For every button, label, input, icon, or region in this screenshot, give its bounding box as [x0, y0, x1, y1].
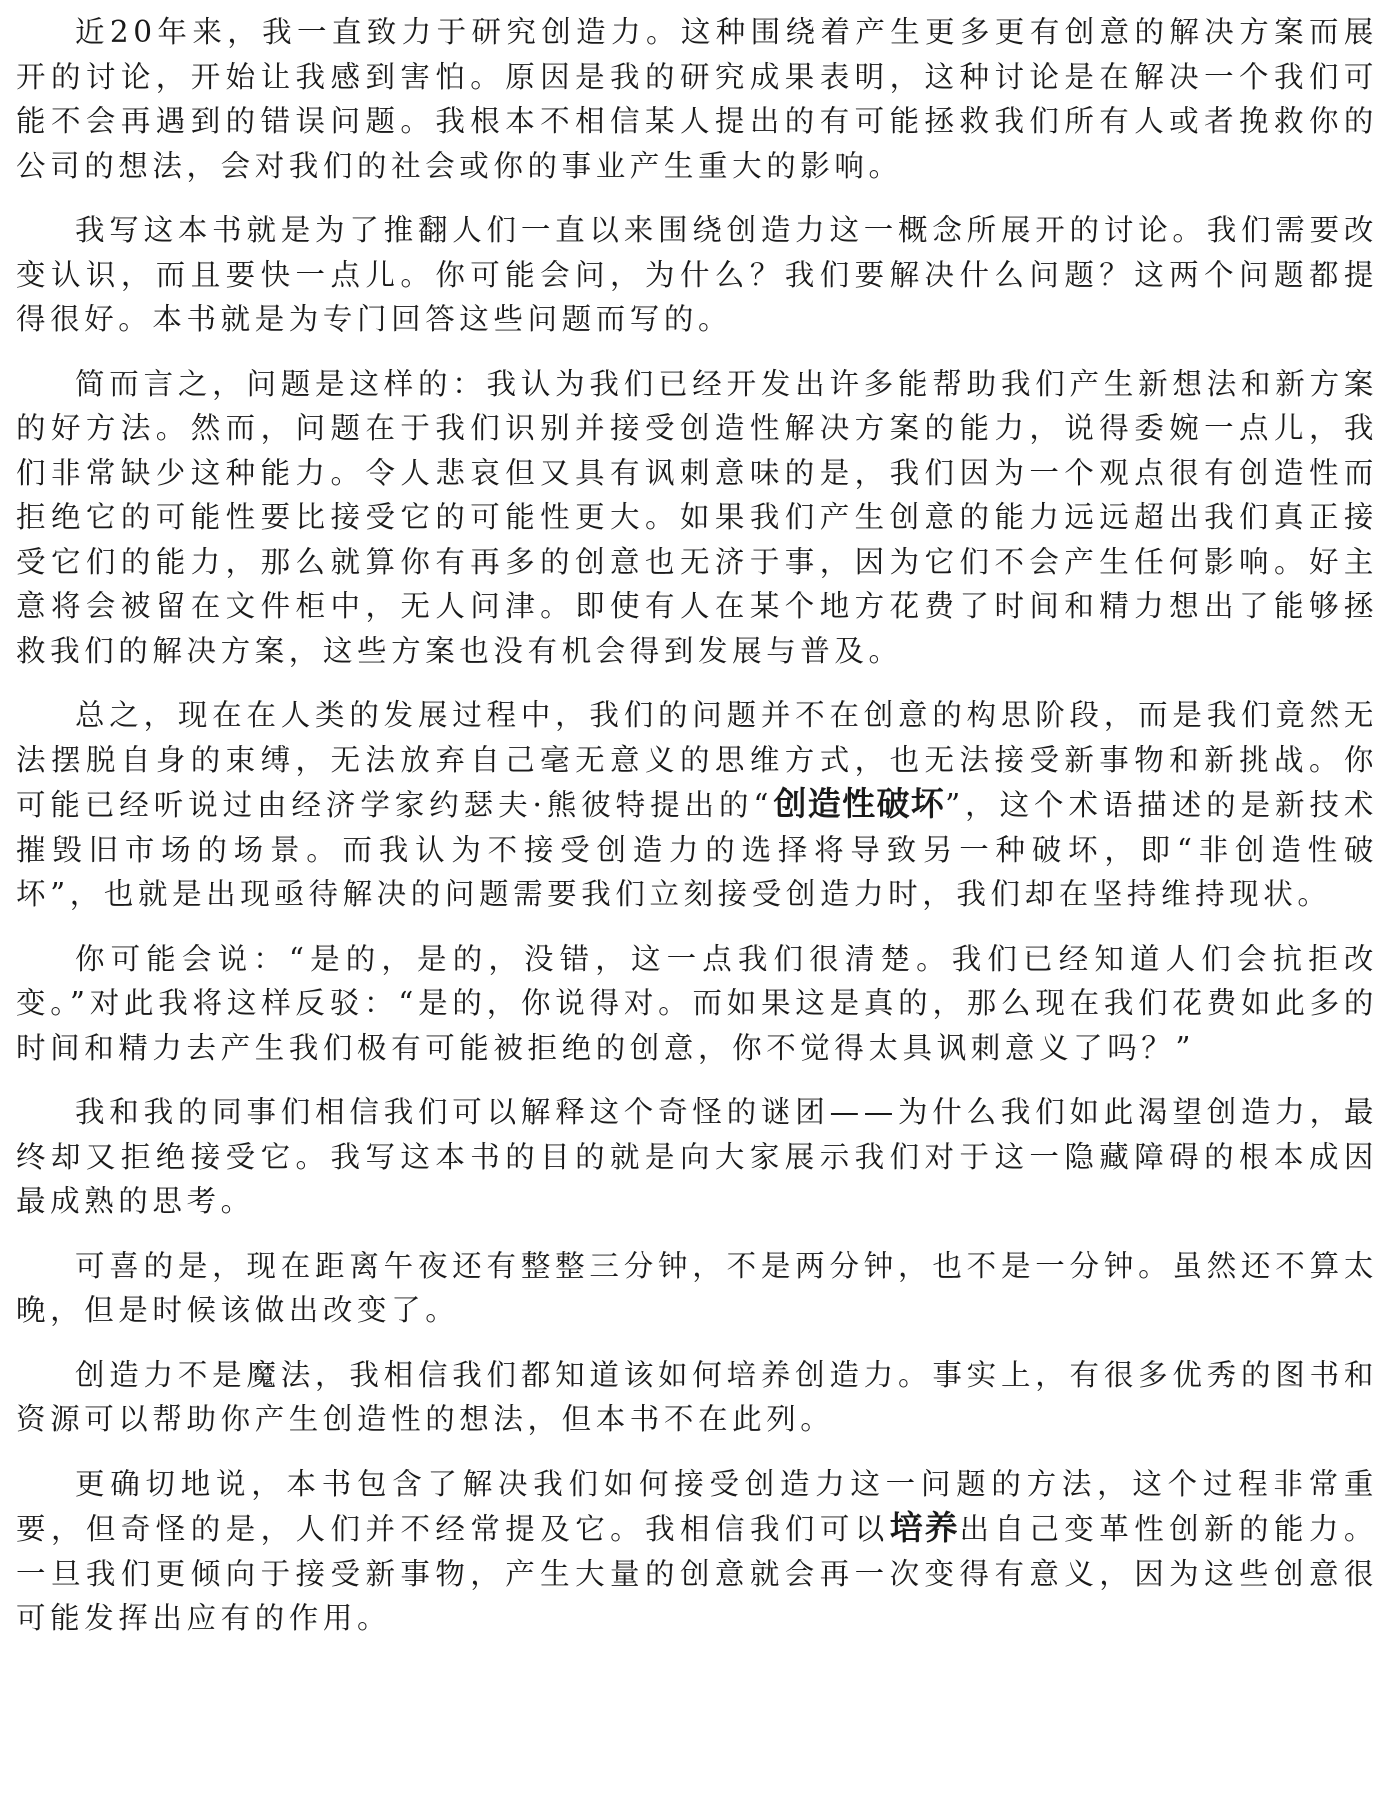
- emphasized-term: 创造性破坏: [773, 784, 946, 823]
- paragraph: 我写这本书就是为了推翻人们一直以来围绕创造力这一概念所展开的讨论。我们需要改变认识，而且要快一点儿。你可能会问，为什么？我们要解决什么问题？这两个问题都提得很好。本书就是为专门回答这些问题而写的。: [16, 213, 1378, 336]
- paragraph: [16, 1462, 1378, 1641]
- paragraph-text: 更确切地说，本书包含了解决我们如何接受创造力这一问题的方法，这个过程非常重要，但奇怪的是，人们并不经常提及它。我相信我们可以: [16, 1466, 1378, 1546]
- paragraph: 简而言之，问题是这样的：我认为我们已经开发出许多能帮助我们产生新想法和新方案的好方法。然而，问题在于我们识别并接受创造性解决方案的能力，说得委婉一点儿，我们非常缺少这种能力。令人悲哀但又具有讽刺意味的是，我们因为一个观点很有创造性而拒绝它的可能性要比接受它的可能性更大。如果我们产生创意的能力远远超出我们真正接受它们的能力，那么就算你有再多的创意也无济于事，因为它们不会产生任何影响。好主意将会被留在文件柜中，无人问津。即使有人在某个地方花费了时间和精力想出了能够拯救我们的解决方案，这些方案也没有机会得到发展与普及。: [16, 366, 1378, 668]
- paragraph-text: 出自己变革性创新的能力。一旦我们更倾向于接受新事物，产生大量的创意就会再一次变得有意义，因为这些创意很可能发挥出应有的作用。: [16, 1512, 1378, 1635]
- paragraph-text: 总之，现在在人类的发展过程中，我们的问题并不在创意的构思阶段，而是我们竟然无法摆脱自身的束缚，无法放弃自己毫无意义的思维方式，也无法接受新事物和新挑战。你可能已经听说过由经济学家约瑟夫·熊彼特提出的“: [16, 698, 1378, 822]
- emphasized-term: 培养: [889, 1508, 960, 1547]
- paragraph: 我和我的同事们相信我们可以解释这个奇怪的谜团——为什么我们如此渴望创造力，最终却又拒绝接受它。我写这本书的目的就是向大家展示我们对于这一隐藏障碍的根本成因最成熟的思考。: [16, 1095, 1378, 1218]
- paragraph: 创造力不是魔法，我相信我们都知道该如何培养创造力。事实上，有很多优秀的图书和资源可以帮助你产生创造性的想法，但本书不在此列。: [16, 1357, 1378, 1436]
- document-page: [16, 0, 1378, 1800]
- paragraph: 可喜的是，现在距离午夜还有整整三分钟，不是两分钟，也不是一分钟。虽然还不算太晚，但是时候该做出改变了。: [16, 1248, 1378, 1327]
- paragraph: 近20年来，我一直致力于研究创造力。这种围绕着产生更多更有创意的解决方案而展开的讨论，开始让我感到害怕。原因是我的研究成果表明，这种讨论是在解决一个我们可能不会再遇到的错误问题。我根本不相信某人提出的有可能拯救我们所有人或者挽救你的公司的想法，会对我们的社会或你的事业产生重大的影响。: [16, 15, 1378, 183]
- paragraph: 你可能会说：“是的，是的，没错，这一点我们很清楚。我们已经知道人们会抗拒改变。”对此我将这样反驳：“是的，你说得对。而如果这是真的，那么现在我们花费如此多的时间和精力去产生我们极有可能被拒绝的创意，你不觉得太具讽刺意义了吗？”: [16, 941, 1378, 1065]
- paragraph-text: ”，这个术语描述的是新技术摧毁旧市场的场景。而我认为不接受创造力的选择将导致另一种破坏，即“非创造性破坏”，也就是出现亟待解决的问题需要我们立刻接受创造力时，我们却在坚持维持现状。: [16, 788, 1379, 911]
- paragraph: [16, 693, 1378, 917]
